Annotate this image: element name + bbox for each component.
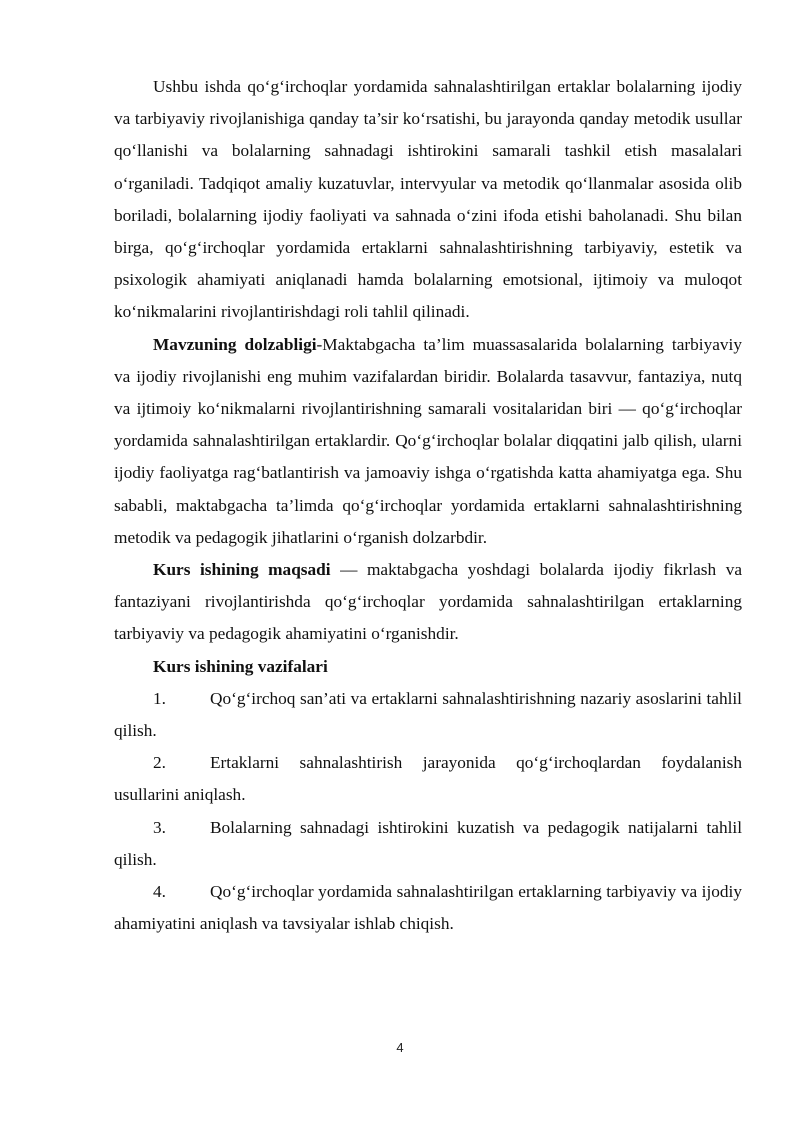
page-number: 4 xyxy=(396,1040,404,1055)
relevance-label: Mavzuning dolzabligi xyxy=(153,334,317,354)
task-number: 2. xyxy=(153,753,166,773)
task-number: 1. xyxy=(153,688,166,708)
goal-label: Kurs ishining maqsadi xyxy=(153,560,331,580)
document-body xyxy=(114,71,742,940)
task-item-2 xyxy=(114,747,742,811)
task-text: Bolalarning sahnadagi ishtirokini kuzatish va pedagogik natijalarni tahlil qilish. xyxy=(114,817,742,869)
task-text: Qo‘g‘irchoq san’ati va ertaklarni sahnalashtirishning nazariy asoslarini tahlil qilish. xyxy=(114,688,742,741)
tasks-heading: Kurs ishining vazifalari xyxy=(153,656,328,676)
task-number: 4. xyxy=(153,882,166,902)
task-item-1 xyxy=(114,683,742,747)
goal-text: — maktabgacha yoshdagi bolalarda ijodiy fikrlash va fantaziyani rivojlantirishda qo‘g‘irchoqlar yordamida sahnalashtirilgan ertaklarning tarbiyaviy va pedagogik ahamiyatini o‘rganishdir. xyxy=(114,560,743,644)
relevance-text: -Maktabgacha ta’lim muassasalarida bolalarning tarbiyaviy va ijodiy rivojlanishi eng muhim vazifalardan biridir. Bolalarda tasavvur, fantaziya, nutq va ijtimoiy ko‘nikmalarni rivojlantirishning samarali vositalaridan biri — qo‘g‘irchoqlar yordamida sahnalashtirilgan ertaklardir. Qo‘g‘irchoqlar bolalar diqqatini jalb qilish, ularni ijodiy faoliyatga rag‘batlantirish va jamoaviy ishga o‘rgatishda katta ahamiyatga ega. Shu sababli, maktabgacha ta’limda qo‘g‘irchoqlar yordamida ertaklarni sahnalashtirishning metodik va pedagogik jihatlarini o‘rganish dolzarbdir. xyxy=(114,334,742,547)
intro-paragraph: Ushbu ishda qo‘g‘irchoqlar yordamida sahnalashtirilgan ertaklar bolalarning ijodiy va tarbiyaviy rivojlanishiga qanday ta’sir ko‘rsatishi, bu jarayonda qanday metodik usullar qo‘llanishi va bolalarning sahnadagi ishtirokini samarali tashkil etish masalalari o‘rganiladi. Tadqiqot amaliy kuzatuvlar, intervyular va metodik qo‘llanmalar asosida olib boriladi, bolalarning ijodiy faoliyati va sahnada o‘zini ifoda etishi baholanadi. Shu bilan birga, qo‘g‘irchoqlar yordamida ertaklarni sahnalashtirishning tarbiyaviy, estetik va psixologik ahamiyati aniqlanadi hamda bolalarning emotsional, ijtimoiy va muloqot ko‘nikmalarini rivojlantirishdagi roli tahlil qilinadi. xyxy=(114,77,742,322)
task-text: Qo‘g‘irchoqlar yordamida sahnalashtirilgan ertaklarning tarbiyaviy va ijodiy ahamiyatini aniqlash va tavsiyalar ishlab chiqish. xyxy=(114,882,742,934)
task-item-3 xyxy=(114,812,742,876)
goal-paragraph xyxy=(114,554,742,651)
task-item-4 xyxy=(114,876,742,940)
task-text: Ertaklarni sahnalashtirish jarayonida qo‘g‘irchoqlardan foydalanish usullarini aniqlash. xyxy=(114,753,742,805)
task-number: 3. xyxy=(153,817,166,837)
relevance-paragraph xyxy=(114,329,742,554)
